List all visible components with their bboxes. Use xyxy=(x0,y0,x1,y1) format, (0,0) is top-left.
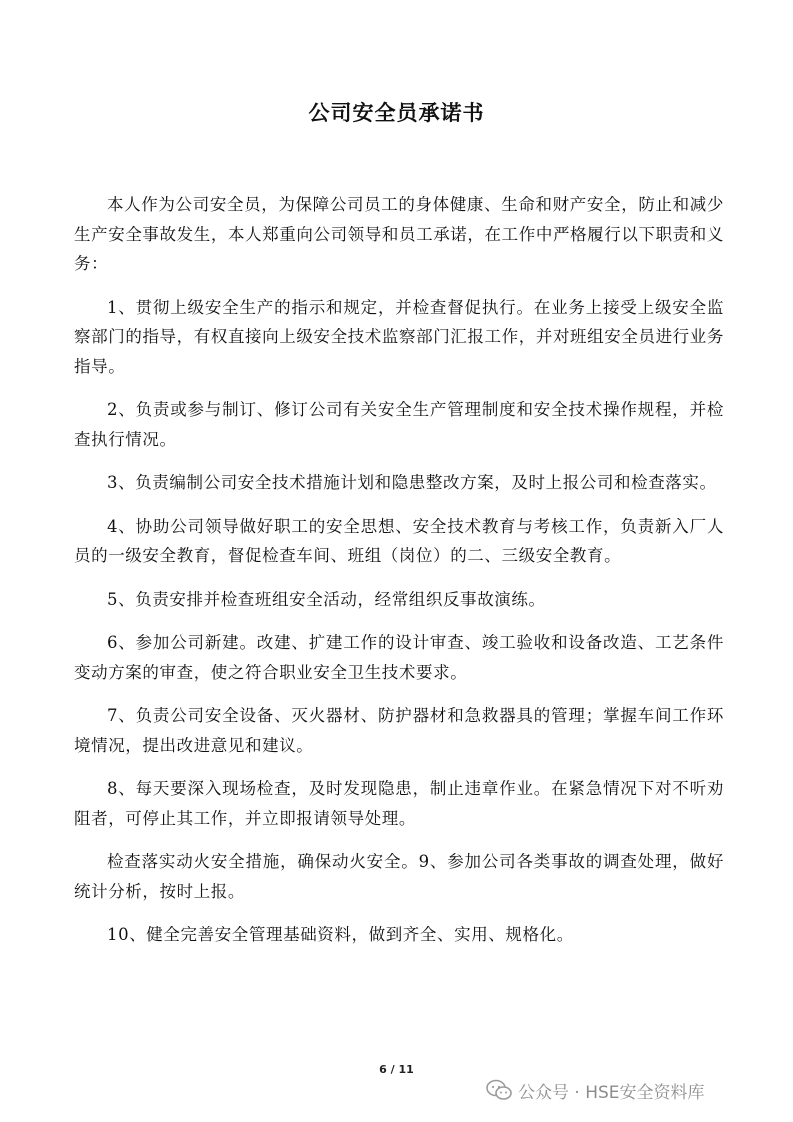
paragraph-item-4: 4、协助公司领导做好职工的安全思想、安全技术教育与考核工作，负责新入厂人员的一级安全教育，督促检查车间、班组（岗位）的二、三级安全教育。 xyxy=(74,516,724,565)
paragraph-item-8: 8、每天要深入现场检查，及时发现隐患，制止违章作业。在紧急情况下对不听劝阻者，可停止其工作，并立即报请领导处理。 xyxy=(74,779,724,828)
wechat-icon xyxy=(486,1079,512,1101)
paragraph-item-3: 3、负责编制公司安全技术措施计划和隐患整改方案，及时上报公司和检查落实。 xyxy=(107,473,717,492)
paragraph-item-5: 5、负责安排并检查班组安全活动，经常组织反事故演练。 xyxy=(107,589,546,609)
paragraph-intro: 本人作为公司安全员，为保障公司员工的身体健康、生命和财产安全，防止和减少生产安全事故发生，本人郑重向公司领导和员工承诺，在工作中严格履行以下职责和义务： xyxy=(74,195,724,273)
paragraph-item-2: 2、负责或参与制订、修订公司有关安全生产管理制度和安全技术操作规程，并检查执行情况。 xyxy=(74,400,724,449)
paragraph-item-10: 10、健全完善安全管理基础资料，做到齐全、实用、规格化。 xyxy=(107,925,574,944)
paragraph-item-6: 6、参加公司新建。改建、扩建工作的设计审查、竣工验收和设备改造、工艺条件变动方案的审查，使之符合职业安全卫生技术要求。 xyxy=(74,633,724,682)
page-number: 6 / 11 xyxy=(379,1063,414,1076)
document-body xyxy=(74,190,724,964)
paragraph-item-1: 1、贯彻上级安全生产的指示和规定，并检查督促执行。在业务上接受上级安全监察部门的指导，有权直接向上级安全技术监察部门汇报工作，并对班组安全员进行业务指导。 xyxy=(74,297,724,376)
watermark xyxy=(486,1078,705,1102)
paragraph-item-9: 检查落实动火安全措施，确保动火安全。9、参加公司各类事故的调查处理，做好统计分析，按时上报。 xyxy=(74,852,724,901)
document-title: 公司安全员承诺书 xyxy=(308,100,485,125)
watermark-text: 公众号 · HSE安全资料库 xyxy=(518,1082,705,1103)
paragraph-item-7: 7、负责公司安全设备、灭火器材、防护器材和急救器具的管理；掌握车间工作环境情况，提出改进意见和建议。 xyxy=(74,706,724,755)
